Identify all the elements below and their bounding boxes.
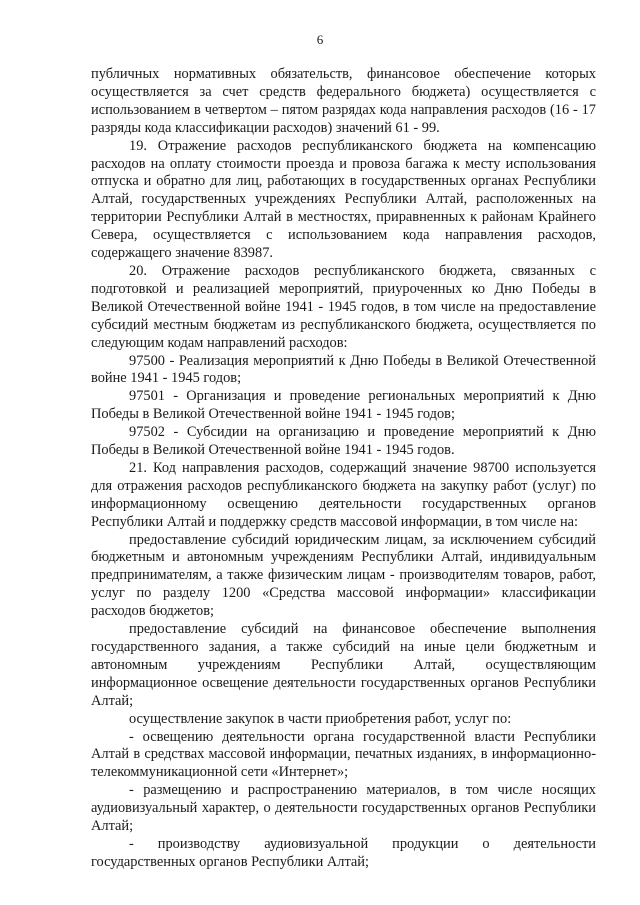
list-item-placement: - размещению и распространению материалов, в том числе носящих аудиовизуальный характер, о деятельности государственных органов Республики Алтай;: [91, 782, 596, 835]
code-97501: 97501 - Организация и проведение региональных мероприятий к Дню Победы в Великой Отечественной войне 1941 - 1945 годов;: [91, 388, 596, 423]
document-body: [91, 66, 596, 872]
paragraph-21: 21. Код направления расходов, содержащий значение 98700 используется для отражения расходов республиканского бюджета на закупку работ (услуг) по информационному освещению деятельности государственных органов Республики Алтай и поддержку средств массовой информации, в том числе на:: [91, 459, 596, 530]
paragraph-continuation: публичных нормативных обязательств, финансовое обеспечение которых осуществляется за счет средств федерального бюджета) осуществляется с использованием в четвертом – пятом разрядах кода направления расходов (16 - 17 разряды кода классификации расходов) значений 61 - 99.: [91, 66, 596, 136]
page-number: 6: [316, 32, 324, 47]
code-97502: 97502 - Субсидии на организацию и проведение мероприятий к Дню Победы в Великой Отечественной войне 1941 - 1945 годов.: [91, 424, 596, 459]
list-item-production: - производству аудиовизуальной продукции о деятельности государственных органов Республики Алтай;: [91, 835, 596, 870]
paragraph-20: 20. Отражение расходов республиканского бюджета, связанных с подготовкой и реализацией мероприятий, приуроченных ко Дню Победы в Великой Отечественной войне 1941 - 1945 годов, в том числе на предоставление субсидий местным бюджетам из республиканского бюджета, осуществляется по следующим кодам направлений расходов:: [91, 262, 596, 351]
code-97500: 97500 - Реализация мероприятий к Дню Победы в Великой Отечественной войне 1941 - 1945 годов;: [91, 352, 596, 387]
list-item-coverage: - освещению деятельности органа государственной власти Республики Алтай в средствах массовой информации, печатных изданиях, в информационно-телекоммуникационной сети «Интернет»;: [91, 728, 596, 781]
list-item-subsidies-legal-entities: предоставление субсидий юридическим лицам, за исключением субсидий бюджетным и автономным учреждениям Республики Алтай, индивидуальным предпринимателям, а также физическим лицам - производителям товаров, работ, услуг по разделу 1200 «Средства массовой информации» классификации расходов бюджетов;: [91, 531, 596, 620]
list-item-procurement: осуществление закупок в части приобретения работ, услуг по:: [129, 710, 512, 727]
paragraph-19: 19. Отражение расходов республиканского бюджета на компенсацию расходов на оплату стоимости проезда и провоза багажа к месту использования отпуска и обратно для лиц, работающих в государственных органах Республики Алтай, государственных учреждениях Республики Алтай, расположенных на территории Республики Алтай в местностях, приравненных к районам Крайнего Севера, осуществляется с использованием кода направления расходов, содержащего значение 83987.: [91, 137, 596, 262]
list-item-subsidies-state-task: предоставление субсидий на финансовое обеспечение выполнения государственного задания, а также субсидий на иные цели бюджетным и автономным учреждениям Республики Алтай, осуществляющим информационное освещение деятельности государственных органов Республики Алтай;: [91, 621, 596, 709]
